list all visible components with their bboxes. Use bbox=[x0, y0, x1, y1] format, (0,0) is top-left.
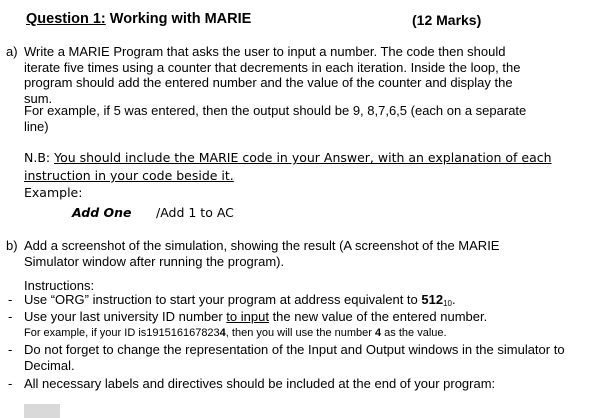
id-example-note bbox=[24, 327, 447, 339]
part-a-text: Write a MARIE Program that asks the user to input a number. The code then should iterate five times using a counter that decrements in each iteration. Inside the loop, the program should add the entered number and the value of the counter and display the sum. bbox=[24, 44, 521, 106]
to-input-text: to input bbox=[226, 309, 269, 324]
bullet-dash: - bbox=[8, 376, 13, 391]
bullet-labels: All necessary labels and directives should be included at the end of your program: bbox=[24, 376, 496, 391]
org-base: 10 bbox=[443, 299, 452, 308]
part-a-example: For example, if 5 was entered, then the output should be 9, 8,7,6,5 (each on a separate line) bbox=[24, 103, 527, 134]
question-heading: Working with MARIE bbox=[105, 11, 252, 27]
part-b-text: Add a screenshot of the simulation, showing the result (A screenshot of the MARIE Simulator window after running the program). bbox=[24, 238, 500, 269]
bullet-dash: - bbox=[8, 292, 13, 307]
bullet-dash: - bbox=[8, 309, 13, 324]
example-label: Example: bbox=[24, 185, 83, 200]
bullet-org-end: . bbox=[452, 292, 456, 307]
part-a-label: a) bbox=[6, 44, 18, 59]
nb-note bbox=[24, 149, 564, 185]
bullet-id bbox=[24, 309, 584, 325]
part-b-label: b) bbox=[6, 238, 18, 253]
id-note-mid: , then you will use the number bbox=[225, 327, 375, 339]
nb-prefix: N.B: bbox=[24, 150, 55, 165]
question-title bbox=[26, 11, 251, 27]
instructions-label: Instructions: bbox=[24, 278, 95, 293]
example-code bbox=[72, 205, 132, 220]
example-comment: /Add 1 to AC bbox=[156, 205, 234, 220]
id-last-digit: 4 bbox=[219, 327, 226, 339]
id-note-end: as the value. bbox=[381, 327, 447, 339]
id-value: 4 bbox=[375, 327, 382, 339]
example-instruction: Add One bbox=[72, 205, 132, 220]
bullet-dash: - bbox=[8, 342, 13, 357]
org-value: 512 bbox=[421, 292, 444, 307]
marks-label: (12 Marks) bbox=[412, 12, 482, 28]
bullet-org-text: Use “ORG” instruction to start your program at address equivalent to bbox=[24, 292, 422, 307]
bullet-id-end: the new value of the entered number. bbox=[268, 309, 488, 324]
nb-text: You should include the MARIE code in your Answer, with an explanation of each instruction in your code beside it. bbox=[24, 150, 552, 183]
bullet-decimal: Do not forget to change the representation of the Input and Output windows in the simulator to Decimal. bbox=[24, 342, 565, 373]
id-note-pre: For example, if your ID is191516167823 bbox=[24, 327, 220, 339]
question-label: Question 1: bbox=[26, 11, 106, 27]
bullet-id-text: Use your last university ID number bbox=[24, 309, 227, 324]
